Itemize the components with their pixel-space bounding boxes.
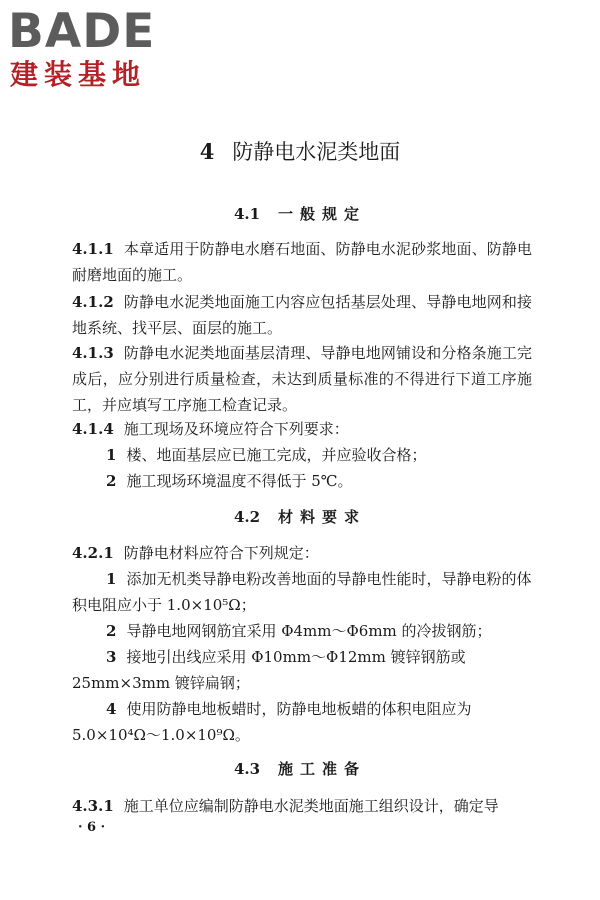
clause-text: 本章适用于防静电水磨石地面、防静电水泥砂浆地面、防静电耐磨地面的施工。 (72, 240, 532, 284)
clause-number: 4.1.4 (72, 420, 114, 438)
chapter-heading (0, 138, 600, 166)
section-title: 一般规定 (278, 205, 367, 223)
clause-4-2-1 (72, 540, 532, 566)
clause-text: 防静电水泥类地面基层清理、导静电地网铺设和分格条施工完成后，应分别进行质量检查，未达到质量标准的不得进行下道工序施工，并应填写工序施工检查记录。 (72, 344, 532, 414)
list-item (72, 442, 532, 468)
clause-4-1-4 (72, 416, 532, 442)
logo-wordmark: BADE (8, 4, 156, 59)
clause-text: 施工单位应编制防静电水泥类地面施工组织设计，确定导 (123, 797, 499, 815)
clause-4-1-2 (72, 289, 532, 341)
section-number: 4.1 (233, 205, 261, 223)
list-item (72, 566, 532, 618)
clause-text: 防静电材料应符合下列规定： (123, 544, 319, 562)
clause-number: 4.1.3 (72, 344, 114, 362)
logo-subtitle: 建装基地 (10, 58, 147, 91)
list-item (72, 644, 532, 696)
clause-4-1-3 (72, 340, 532, 418)
section-number: 4.2 (233, 508, 261, 526)
section-title: 材料要求 (278, 508, 367, 526)
item-text: 导静电地网钢筋宜采用 Φ4mm～Φ6mm 的冷拔钢筋； (126, 622, 492, 640)
chapter-title: 防静电水泥类地面 (232, 140, 401, 164)
clause-number: 4.2.1 (72, 544, 114, 562)
item-number: 1 (106, 570, 117, 588)
chapter-number: 4 (199, 139, 215, 164)
item-number: 4 (106, 700, 117, 718)
clause-number: 4.3.1 (72, 797, 114, 815)
item-text: 添加无机类导静电粉改善地面的导静电性能时，导静电粉的体积电阻应小于 1.0×10⁵Ω； (72, 570, 532, 614)
section-title: 施工准备 (278, 760, 367, 778)
item-text: 接地引出线应采用 Φ10mm～Φ12mm 镀锌钢筋或 25mm×3mm 镀锌扁钢； (72, 648, 466, 692)
item-number: 2 (106, 622, 117, 640)
clause-text: 防静电水泥类地面施工内容应包括基层处理、导静电地网和接地系统、找平层、面层的施工。 (72, 293, 532, 337)
bade-logo (8, 6, 155, 92)
list-item (72, 696, 532, 748)
clause-number: 4.1.2 (72, 293, 114, 311)
item-text: 施工现场环境温度不得低于 5℃。 (126, 472, 353, 490)
item-number: 1 (106, 446, 117, 464)
clause-text: 施工现场及环境应符合下列要求： (123, 420, 349, 438)
list-item (72, 468, 532, 494)
section-heading-4-3 (0, 758, 600, 780)
section-number: 4.3 (233, 760, 261, 778)
clause-4-3-1 (72, 793, 532, 819)
clause-4-1-1 (72, 236, 532, 288)
clause-number: 4.1.1 (72, 240, 114, 258)
item-number: 3 (106, 648, 117, 666)
section-heading-4-1 (0, 203, 600, 225)
page-number: · 6 · (78, 820, 106, 835)
section-heading-4-2 (0, 506, 600, 528)
item-text: 楼、地面基层应已施工完成，并应验收合格； (126, 446, 427, 464)
item-text: 使用防静电地板蜡时，防静电地板蜡的体积电阻应为 5.0×10⁴Ω～1.0×10⁹Ω。 (72, 700, 472, 744)
item-number: 2 (106, 472, 117, 490)
list-item (72, 618, 532, 644)
